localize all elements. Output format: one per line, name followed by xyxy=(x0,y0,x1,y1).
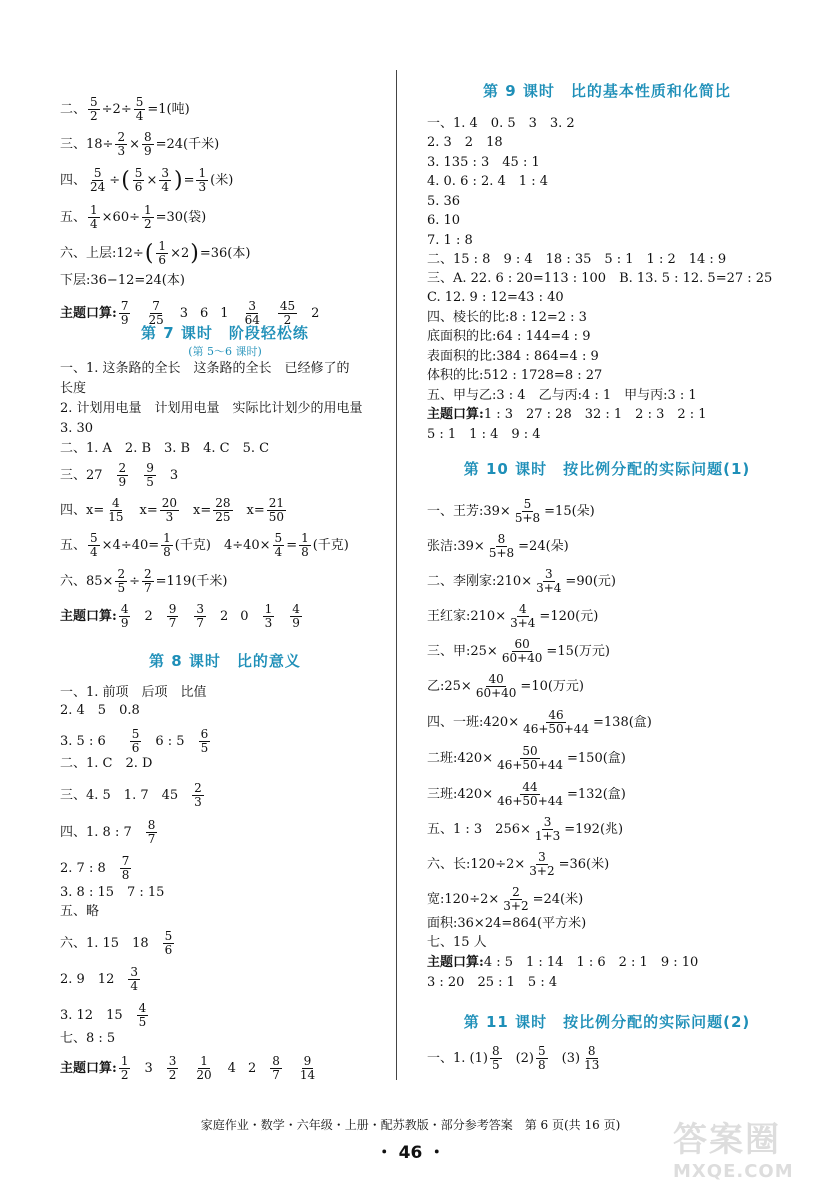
item-label: (2) xyxy=(515,1050,535,1066)
answer-line: 七、15 人 xyxy=(427,935,487,950)
answer-line: 二、15 : 8 9 : 4 18 : 35 5 : 1 1 : 2 14 : 9 xyxy=(427,252,727,267)
lesson-11-heading: 第 11 课时 按比例分配的实际问题(2) xyxy=(463,1013,751,1031)
fraction: 9 5 xyxy=(146,461,154,489)
answer-line xyxy=(60,782,206,809)
answer-line xyxy=(427,1045,603,1072)
result: =132(盒) xyxy=(567,786,626,802)
item-label: (3) xyxy=(561,1050,581,1066)
result: =15(朵) xyxy=(544,503,595,519)
fraction: $\frac{2}{3+2}$ xyxy=(503,885,529,913)
answer-line: 2. 3 2 18 xyxy=(427,135,503,150)
fraction: $\frac{8}{5+8}$ xyxy=(488,532,515,560)
answer-line xyxy=(427,498,595,525)
fraction: $\frac{5}{4}$ xyxy=(90,531,98,559)
item-label: 五、 xyxy=(60,209,87,225)
item-label: 3. 5 : 6 xyxy=(60,733,106,749)
operator: ×2 xyxy=(170,245,190,261)
answer-line: 面积:36×24=864(平方米) xyxy=(427,916,587,931)
answer-line xyxy=(60,532,349,559)
answer-line: 5. 36 xyxy=(427,194,461,209)
answer-line xyxy=(427,781,626,808)
answer-line xyxy=(60,728,212,755)
operator: × xyxy=(146,172,158,188)
answer-line xyxy=(60,497,288,524)
mental-math-line xyxy=(60,1055,319,1082)
answer-line: 二、1. C 2. D xyxy=(60,756,153,771)
fraction: $\frac{1}{3}$ xyxy=(198,166,207,194)
operator: = xyxy=(286,537,298,553)
answer-line xyxy=(60,1002,150,1029)
operator: ×4÷40= xyxy=(101,537,160,553)
result: =24(千米) xyxy=(155,136,220,152)
fraction: $\frac{44}{46+50+44}$ xyxy=(497,780,564,808)
lesson-9-heading: 第 9 课时 比的基本性质和化简比 xyxy=(483,82,731,100)
answer-line xyxy=(427,886,583,913)
answer-line: 底面积的比:64 : 144=4 : 9 xyxy=(427,329,591,344)
item-label: 六、85× xyxy=(60,573,114,589)
answer-line xyxy=(60,855,133,882)
fraction: $\frac{2}{3}$ xyxy=(117,130,126,158)
item-label: 五、1 : 3 256× xyxy=(427,821,531,837)
fraction: $\frac{4}{3+4}$ xyxy=(510,602,536,630)
item-label: 四、x= xyxy=(60,502,105,518)
page-footer: 家庭作业・数学・六年级・上册・配苏教版・部分参考答案 第 6 页(共 16 页) xyxy=(200,1118,621,1132)
answer-line: 表面积的比:384 : 864=4 : 9 xyxy=(427,349,599,364)
operator: ÷ xyxy=(129,573,140,589)
answer-line: 一、1. 4 0. 5 3 3. 2 xyxy=(427,116,575,131)
answer-line: 五、甲与乙:3 : 4 乙与丙:4 : 1 甲与丙:3 : 1 xyxy=(427,388,697,403)
fraction: $\frac{50}{46+50+44}$ xyxy=(497,744,564,772)
item-label: 三、18÷ xyxy=(60,136,114,152)
fraction: 1 20 xyxy=(196,1054,212,1082)
fraction: 5 6 xyxy=(131,727,140,755)
item-label: 三、4. 5 1. 7 45 xyxy=(60,787,179,803)
answer-line: 三、A. 22. 6 : 20=113 : 100 B. 13. 5 : 12. 5=27 : 25 xyxy=(427,271,773,286)
lesson-8-heading: 第 8 课时 比的意义 xyxy=(149,652,301,670)
fraction: 8 7 xyxy=(147,818,156,846)
answer-line: 七、8 : 5 xyxy=(60,1031,116,1046)
value: 6 : 5 xyxy=(155,733,185,749)
answer-line xyxy=(60,131,219,158)
answer-line xyxy=(60,966,142,993)
result: (米) xyxy=(210,172,234,188)
fraction: $\frac{28}{25}$ xyxy=(215,496,231,524)
mental-math-label: 主题口算: xyxy=(427,407,484,422)
fraction: 8 5 xyxy=(491,1044,500,1072)
mental-math-label: 主题口算: xyxy=(60,305,117,321)
result: =90(元) xyxy=(565,573,617,589)
answer-line xyxy=(427,568,616,595)
answer-line: 下层:36−12=24(本) xyxy=(60,273,185,288)
answer-line xyxy=(60,96,190,123)
answer-line xyxy=(60,930,176,957)
operator: = xyxy=(183,172,195,188)
item-label: 二、李刚家:210× xyxy=(427,573,533,589)
fraction: $\frac{2}{7}$ xyxy=(143,567,152,595)
fraction: $\frac{5}{6}$ xyxy=(134,166,143,194)
answer-line: 2. 4 5 0.8 xyxy=(60,703,140,718)
value: 2 xyxy=(220,608,229,624)
result: =150(盒) xyxy=(567,750,626,766)
value: 4 : 5 1 : 14 1 : 6 2 : 1 9 : 10 xyxy=(483,955,699,970)
item-label: 2. 9 12 xyxy=(60,971,115,987)
fraction: $\frac{21}{50}$ xyxy=(268,496,285,524)
answer-line: 3 : 20 25 : 1 5 : 4 xyxy=(427,975,558,990)
fraction: $\frac{2}{5}$ xyxy=(117,567,126,595)
result: =24(米) xyxy=(532,891,584,907)
fraction: $\frac{8}{9}$ xyxy=(143,130,152,158)
fraction: $\frac{1}{4}$ xyxy=(90,203,98,231)
answer-line: 长度 xyxy=(60,381,87,396)
fraction: 6 5 xyxy=(200,727,209,755)
fraction: 2 9 xyxy=(118,461,127,489)
lesson-7-subheading: (第 5～6 课时) xyxy=(188,345,262,358)
item-label: 四、一班:420× xyxy=(427,714,520,730)
answer-line: C. 12. 9 : 12=43 : 40 xyxy=(427,290,564,305)
unit: (千克) xyxy=(312,537,349,553)
fraction: 45 2 xyxy=(279,299,296,327)
value: 2 xyxy=(247,1060,257,1076)
answer-line xyxy=(60,204,206,231)
answer-line: 3. 30 xyxy=(60,421,94,436)
answer-line: 二、1. A 2. B 3. B 4. C 5. C xyxy=(60,441,270,456)
answer-line: 3. 135 : 3 45 : 1 xyxy=(427,155,540,170)
answer-line: 一、1. 前项 后项 比值 xyxy=(60,685,207,700)
answer-line xyxy=(60,240,250,267)
result: =1(吨) xyxy=(147,101,190,117)
item-label: 三、27 xyxy=(60,467,103,483)
result: =10(万元) xyxy=(520,678,585,694)
item-label: 四、1. 8 : 7 xyxy=(60,824,132,840)
mental-math-line xyxy=(60,603,304,630)
lesson-7-heading: 第 7 课时 阶段轻松练 xyxy=(141,324,309,342)
fraction: $\frac{1}{8}$ xyxy=(163,531,171,559)
item-label: 二、 xyxy=(60,101,87,117)
answer-line: 6. 10 xyxy=(427,213,461,228)
mental-math-label: 主题口算: xyxy=(427,955,484,970)
item-label: 六、长:120÷2× xyxy=(427,856,526,872)
fraction: $\frac{1}{8}$ xyxy=(301,531,309,559)
fraction: 7 8 xyxy=(121,854,130,882)
left-paren: ( xyxy=(121,167,130,193)
watermark-url: MXQE.COM xyxy=(673,1161,794,1182)
result: =192(兆) xyxy=(564,821,624,837)
item-label: 三、甲:25× xyxy=(427,643,498,659)
item-label: 五、 xyxy=(60,537,87,553)
right-paren: ) xyxy=(190,240,199,266)
fraction: $\frac{3}{4}$ xyxy=(161,166,169,194)
item-label: 一、王芳:39× xyxy=(427,503,511,519)
answer-line xyxy=(427,673,584,700)
result: =36(本) xyxy=(199,245,251,261)
fraction: $\frac{3}{1+3}$ xyxy=(534,815,561,843)
fraction: $\frac{5}{4}$ xyxy=(135,95,144,123)
answer-line xyxy=(60,819,159,846)
answer-line xyxy=(60,462,178,489)
item-label: 3. 12 15 xyxy=(60,1007,123,1023)
mental-math-line xyxy=(427,955,698,971)
fraction: $\frac{5}{24}$ xyxy=(90,166,106,194)
item-label: 宽:120÷2× xyxy=(427,891,500,907)
answer-line xyxy=(427,533,569,560)
value: 3 xyxy=(169,467,179,483)
fraction: 3 7 xyxy=(196,602,205,630)
fraction: $\frac{4}{15}$ xyxy=(108,496,124,524)
result: =119(千米) xyxy=(155,573,228,589)
answer-line xyxy=(427,638,610,665)
operator: × xyxy=(129,136,140,152)
lesson-10-heading: 第 10 课时 按比例分配的实际问题(1) xyxy=(463,460,751,478)
item-label: 2. 7 : 8 xyxy=(60,860,106,876)
fraction: 5 6 xyxy=(164,929,173,957)
fraction: $\frac{5}{5+8}$ xyxy=(514,497,541,525)
mental-math-label: 主题口算: xyxy=(60,1060,117,1076)
item-label: 张洁:39× xyxy=(427,538,485,554)
fraction: $\frac{40}{60+40}$ xyxy=(475,672,517,700)
value: 0 xyxy=(240,608,249,624)
fraction: $\frac{3}{3+2}$ xyxy=(529,850,555,878)
left-paren: ( xyxy=(144,240,154,266)
answer-line xyxy=(427,709,652,736)
item-label: 一、1. (1) xyxy=(427,1050,488,1066)
fraction: $\frac{20}{3}$ xyxy=(161,496,178,524)
value: 1 : 3 27 : 28 32 : 1 2 : 3 2 : 1 xyxy=(483,407,707,422)
answer-line xyxy=(427,816,623,843)
answer-line xyxy=(427,851,609,878)
result: =120(元) xyxy=(539,608,599,624)
fraction: 8 7 xyxy=(272,1054,280,1082)
answer-line: 一、1. 这条路的全长 这条路的全长 已经修了的 xyxy=(60,361,350,376)
fraction: 3 64 xyxy=(244,299,260,327)
fraction: $\frac{1}{2}$ xyxy=(143,203,152,231)
answer-line: 3. 8 : 15 7 : 15 xyxy=(60,885,165,900)
answer-line: 体积的比:512 : 1728=8 : 27 xyxy=(427,368,603,383)
answer-line xyxy=(60,167,233,194)
fraction: 1 2 xyxy=(120,1054,129,1082)
value: 4 xyxy=(227,1060,236,1076)
watermark-logo-text: 答案圈 xyxy=(673,1120,781,1160)
value: 3 xyxy=(179,305,189,321)
column-divider xyxy=(396,70,397,1080)
item-label: 二班:420× xyxy=(427,750,494,766)
fraction: 1 3 xyxy=(264,602,273,630)
operator: ÷ xyxy=(109,172,121,188)
fraction: 3 2 xyxy=(168,1054,177,1082)
answer-line xyxy=(427,603,598,630)
variable: x= xyxy=(246,502,265,518)
item-label: 六、上层:12÷ xyxy=(60,245,144,261)
answer-line: 7. 1 : 8 xyxy=(427,233,473,248)
fraction: 2 3 xyxy=(194,781,202,809)
fraction: $\frac{1}{6}$ xyxy=(158,239,167,267)
answer-line xyxy=(60,568,227,595)
result: =24(朵) xyxy=(518,538,569,554)
fraction: 4 5 xyxy=(138,1001,147,1029)
fraction: $\frac{5}{2}$ xyxy=(90,95,98,123)
result: =30(袋) xyxy=(155,209,207,225)
operator: ÷2÷ xyxy=(101,101,132,117)
unit: (千克) 4÷40× xyxy=(174,537,271,553)
fraction: $\frac{5}{4}$ xyxy=(274,531,283,559)
answer-line: 2. 计划用电量 计划用电量 实际比计划少的用电量 xyxy=(60,401,363,416)
item-label: 乙:25× xyxy=(427,678,472,694)
fraction: 9 7 xyxy=(168,602,177,630)
fraction: 3 4 xyxy=(130,965,138,993)
mental-math-label: 主题口算: xyxy=(60,608,117,624)
item-label: 王红家:210× xyxy=(427,608,507,624)
item-label: 三班:420× xyxy=(427,786,494,802)
fraction: 5 8 xyxy=(538,1044,546,1072)
value: 6 xyxy=(200,305,209,321)
mental-math-line xyxy=(427,407,707,423)
variable: x= xyxy=(193,502,212,518)
answer-line: 5 : 1 1 : 4 9 : 4 xyxy=(427,427,541,442)
operator: ×60÷ xyxy=(101,209,140,225)
page-number: ・ 46 ・ xyxy=(375,1143,446,1163)
fraction: $\frac{3}{3+4}$ xyxy=(536,567,562,595)
fraction: 4 9 xyxy=(120,602,129,630)
item-label: 四、 xyxy=(60,172,87,188)
answer-line: 四、棱长的比:8 : 12=2 : 3 xyxy=(427,310,587,325)
variable: x= xyxy=(139,502,158,518)
result: =138(盒) xyxy=(593,714,652,730)
fraction: 8 13 xyxy=(584,1044,600,1072)
fraction: 4 9 xyxy=(292,602,300,630)
result: =15(万元) xyxy=(546,643,611,659)
result: =36(米) xyxy=(558,856,610,872)
value: 2 xyxy=(311,305,320,321)
fraction: 9 14 xyxy=(299,1054,316,1082)
right-paren: ) xyxy=(173,167,183,193)
watermark xyxy=(673,1112,803,1182)
value: 2 xyxy=(144,608,153,624)
fraction: $\frac{46}{46+50+44}$ xyxy=(523,708,590,736)
fraction: $\frac{60}{60+40}$ xyxy=(501,637,543,665)
fraction: 7 25 xyxy=(148,299,164,327)
answer-line: 4. 0. 6 : 2. 4 1 : 4 xyxy=(427,174,548,189)
fraction: 7 9 xyxy=(120,299,129,327)
value: 1 xyxy=(220,305,229,321)
value: 3 xyxy=(144,1060,153,1076)
item-label: 六、1. 15 18 xyxy=(60,935,149,951)
answer-line: 五、略 xyxy=(60,904,100,919)
answer-line xyxy=(427,745,626,772)
